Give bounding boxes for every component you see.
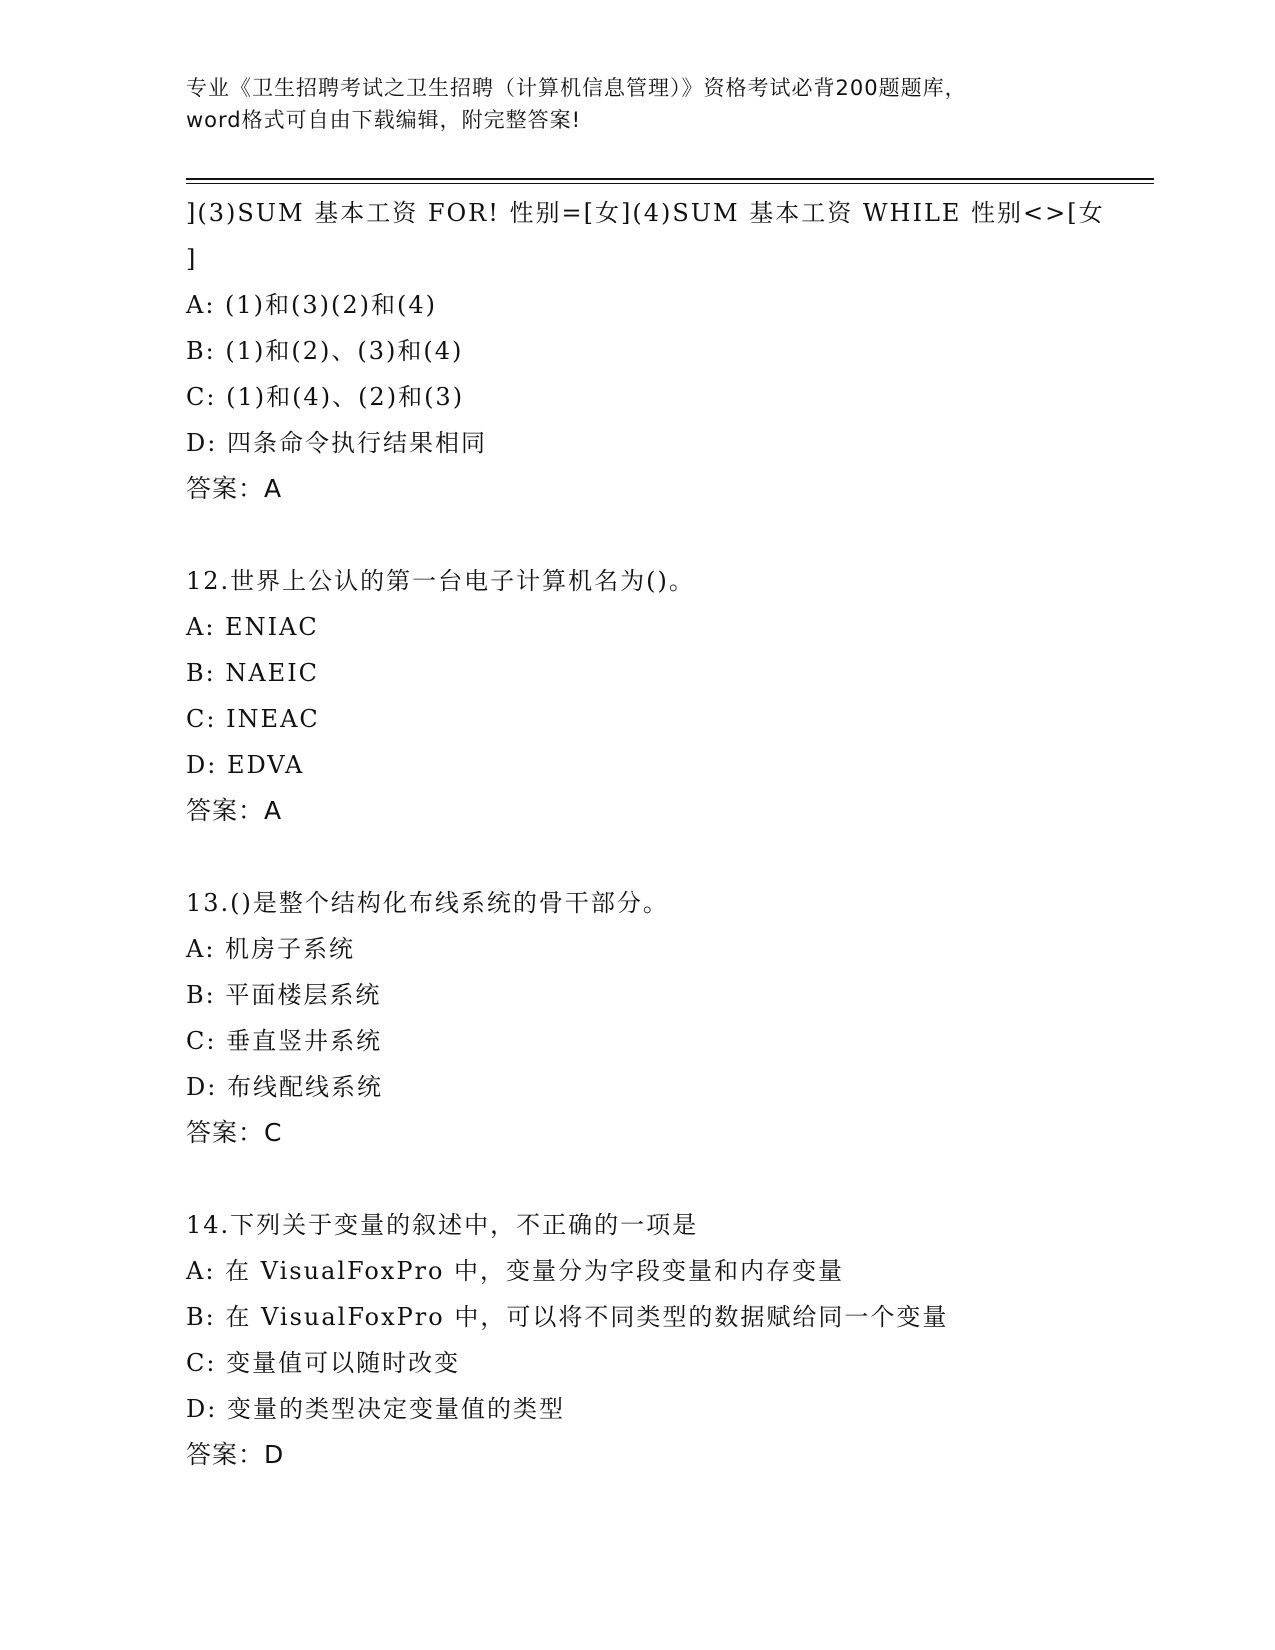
spacer (186, 834, 1154, 880)
option-d: D: 变量的类型决定变量值的类型 (186, 1395, 565, 1423)
question-stem-continued: ] (186, 245, 198, 273)
question-stem: 14.下列关于变量的叙述中，不正确的一项是 (186, 1211, 699, 1239)
document-header (186, 72, 1086, 136)
spacer (186, 512, 1154, 558)
question-stem: 12.世界上公认的第一台电子计算机名为()。 (186, 567, 695, 595)
option-c: C: 变量值可以随时改变 (186, 1349, 461, 1377)
option-c: C: INEAC (186, 705, 320, 733)
option-b: B: (1)和(2)、(3)和(4) (186, 337, 464, 365)
option-b: B: 在 VisualFoxPro 中，可以将不同类型的数据赋给同一个变量 (186, 1303, 949, 1331)
answer-line: 答案：D (186, 1440, 285, 1469)
option-b: B: 平面楼层系统 (186, 981, 382, 1009)
option-d: D: 布线配线系统 (186, 1073, 383, 1101)
question-list (186, 190, 1154, 1478)
header-title-line-1: 专业《卫生招聘考试之卫生招聘（计算机信息管理）》资格考试必背200题题库， (186, 76, 967, 100)
answer-line: 答案：C (186, 1118, 283, 1147)
option-a: A: 机房子系统 (186, 935, 356, 963)
question-stem-continued: ](3)SUM 基本工资 FOR! 性别=[女](4)SUM 基本工资 WHILE 性别<>[女 (186, 199, 1105, 227)
question-11 (186, 190, 1154, 512)
question-12 (186, 558, 1154, 834)
option-d: D: 四条命令执行结果相同 (186, 429, 487, 457)
question-stem: 13.()是整个结构化布线系统的骨干部分。 (186, 889, 669, 917)
header-divider-thick (186, 178, 1154, 180)
spacer (186, 1156, 1154, 1202)
header-title-line-2: word格式可自由下载编辑，附完整答案! (186, 108, 582, 132)
header-divider-thin (186, 183, 1154, 184)
option-a: A: (1)和(3)(2)和(4) (186, 291, 438, 319)
answer-line: 答案：A (186, 796, 283, 825)
option-d: D: EDVA (186, 751, 305, 779)
option-c: C: (1)和(4)、(2)和(3) (186, 383, 465, 411)
option-b: B: NAEIC (186, 659, 320, 687)
question-14 (186, 1202, 1154, 1478)
option-a: A: ENIAC (186, 613, 319, 641)
answer-line: 答案：A (186, 474, 283, 503)
option-a: A: 在 VisualFoxPro 中，变量分为字段变量和内存变量 (186, 1257, 845, 1285)
question-13 (186, 880, 1154, 1156)
option-c: C: 垂直竖井系统 (186, 1027, 383, 1055)
